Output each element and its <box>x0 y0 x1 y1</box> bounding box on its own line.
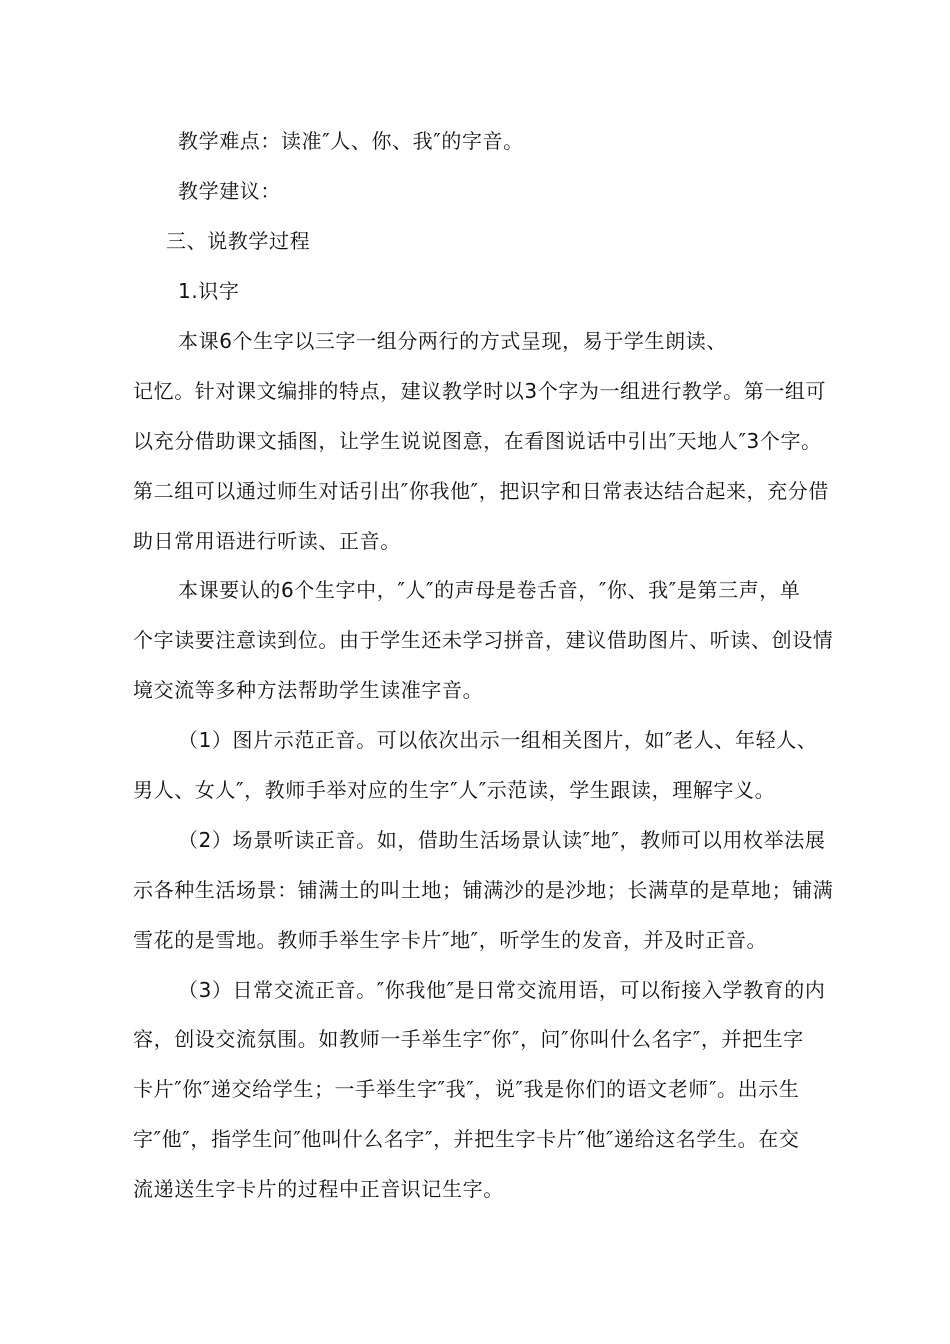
subsection-heading: 1.识字 <box>178 279 240 303</box>
suggestion-heading: 教学建议： <box>178 179 281 203</box>
paragraph-line: （2）场景听读正音。如，借助生活场景认读″地″，教师可以用枚举法展 <box>178 828 826 852</box>
paragraph-line: 助日常用语进行听读、正音。 <box>133 529 401 553</box>
section-heading: 三、说教学过程 <box>166 229 311 253</box>
paragraph-line: （3）日常交流正音。″你我他″是日常交流用语，可以衔接入学教育的内 <box>178 978 826 1002</box>
paragraph-line: 卡片″你″递交给学生；一手举生字″我″，说″我是你们的语文老师″。出示生 <box>133 1077 800 1101</box>
paragraph-line: 个字读要注意读到位。由于学生还未学习拼音，建议借助图片、听读、创设情 <box>133 628 834 652</box>
paragraph-line: 本课6个生字以三字一组分两行的方式呈现，易于学生朗读、 <box>178 329 727 353</box>
paragraph-line: 本课要认的6个生字中，″人″的声母是卷舌音，″你、我″是第三声，单 <box>178 578 801 602</box>
paragraph-line: 第二组可以通过师生对话引出″你我他″，把识字和日常表达结合起来，充分借 <box>133 479 829 503</box>
paragraph-line: 雪花的是雪地。教师手举生字卡片″地″，听学生的发音，并及时正音。 <box>133 928 768 952</box>
paragraph-line: 以充分借助课文插图，让学生说说图意，在看图说话中引出″天地人″3个字。 <box>133 429 822 453</box>
paragraph-line: 男人、女人″，教师手举对应的生字″人″示范读，学生跟读，理解字义。 <box>133 778 776 802</box>
paragraph-line: 示各种生活场景：铺满土的叫土地；铺满沙的是沙地；长满草的是草地；铺满 <box>133 878 834 902</box>
paragraph-line: 容，创设交流氛围。如教师一手举生字″你″，问″你叫什么名字″，并把生字 <box>133 1027 804 1051</box>
paragraph-line: 字″他″，指学生问″他叫什么名字″，并把生字卡片″他″递给这名学生。在交 <box>133 1127 800 1151</box>
paragraph-line: 境交流等多种方法帮助学生读准字音。 <box>133 678 484 702</box>
difficulty-line: 教学难点：读准″人、你、我″的字音。 <box>178 129 524 153</box>
paragraph-line: 流递送生字卡片的过程中正音识记生字。 <box>133 1177 504 1201</box>
paragraph-line: （1）图片示范正音。可以依次出示一组相关图片，如″老人、年轻人、 <box>178 728 818 752</box>
paragraph-line: 记忆。针对课文编排的特点，建议教学时以3个字为一组进行教学。第一组可 <box>133 379 827 403</box>
